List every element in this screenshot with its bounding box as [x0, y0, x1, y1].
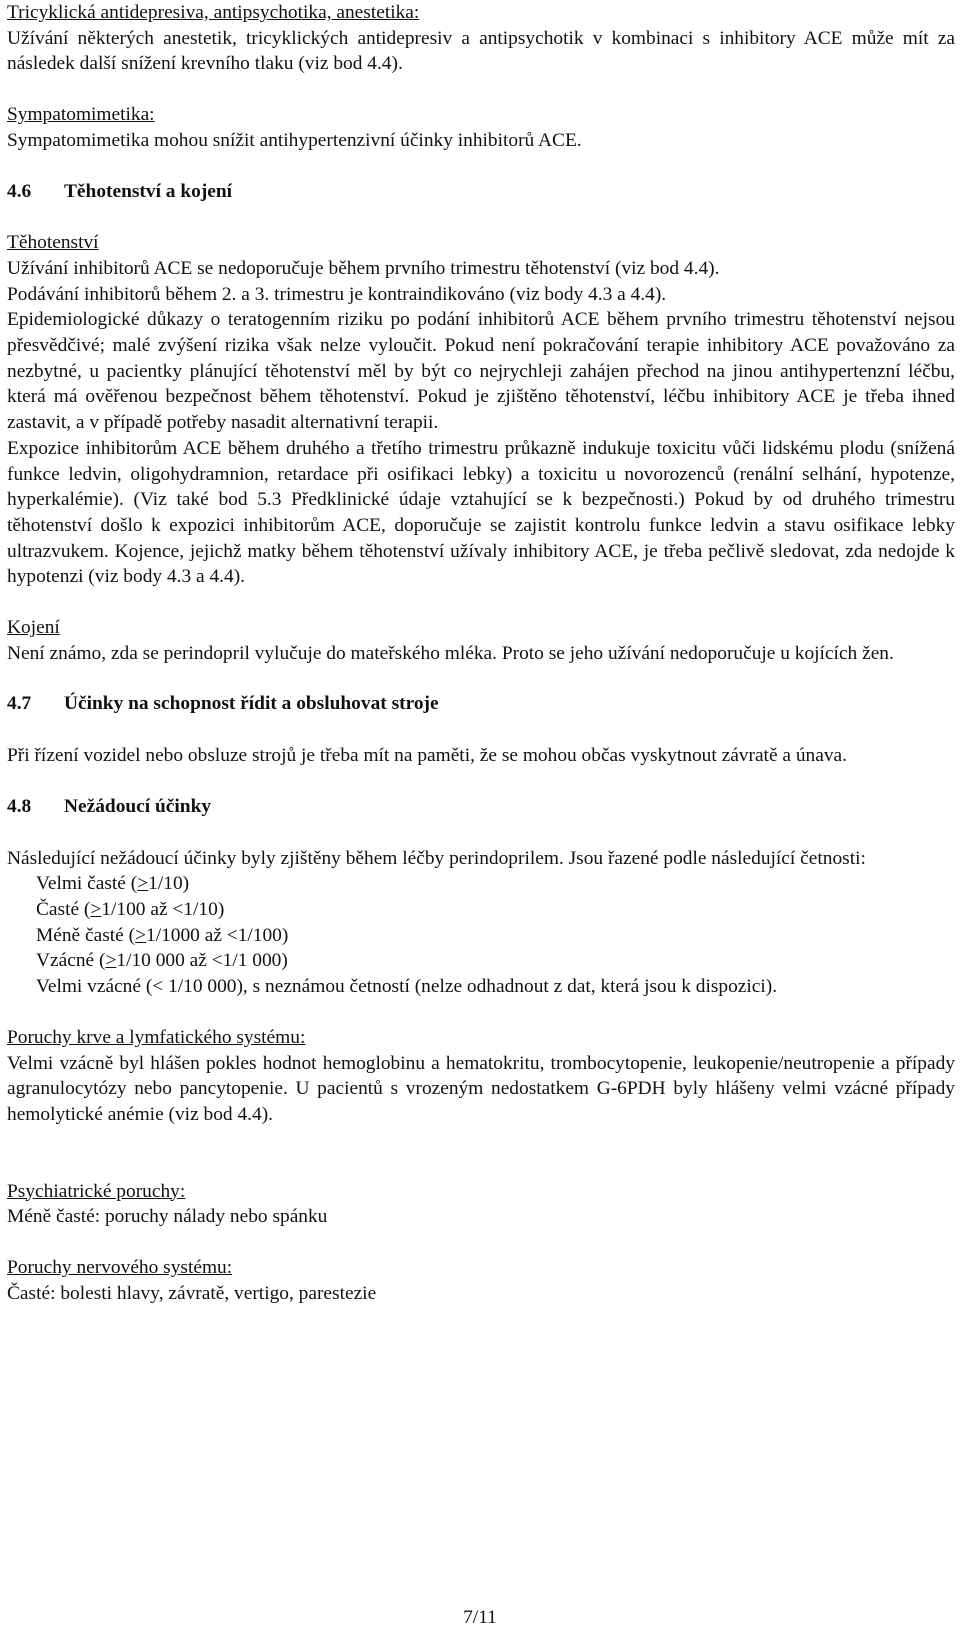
lactation-paragraph: Není známo, zda se perindopril vylučuje do mateřského mléka. Proto se jeho užívání nedoporučuje u kojících žen. [7, 642, 894, 664]
frequency-item-last: Velmi vzácné (< 1/10 000), s neznámou četností (nelze odhadnout z dat, která jsou k dispozici). [36, 976, 778, 998]
pregnancy-paragraph-2: Podávání inhibitorů během 2. a 3. trimestru je kontraindikováno (viz body 4.3 a 4.4). [7, 283, 667, 305]
tca-heading: Tricyklická antidepresiva, antipsychotika, anestetika: [7, 2, 420, 23]
nervous-system-heading: Poruchy nervového systému: [7, 1257, 233, 1279]
nervous-system-paragraph: Časté: bolesti hlavy, závratě, vertigo, parestezie [7, 1282, 377, 1304]
pregnancy-paragraph-3: Epidemiologické důkazy o teratogenním riziku po podání inhibitorů ACE během prvního trimestru těhotenství nejsou přesvědčivé; malé zvýšení rizika však nelze vyloučit. Pokud není pokračování terapie inhibitory ACE považováno za nezbytné, u pacientky plánující těhotenství měl by být co nejrychleji zahájen přechod na jinou antihypertenzní léčbu, která má ověřenou bezpečnost během těhotenství. Pokud je zjištěno těhotenství, léčbu inhibitory ACE je třeba ihned zastavit, a v případě potřeby nasadit alternativní terapii. [7, 309, 955, 434]
psychiatric-disorders-paragraph: Méně časté: poruchy nálady nebo spánku [7, 1206, 328, 1228]
section-title: Těhotenství a kojení [64, 180, 233, 202]
section-title: Účinky na schopnost řídit a obsluhovat stroje [64, 693, 439, 715]
pregnancy-paragraph-1: Užívání inhibitorů ACE se nedoporučuje během prvního trimestru těhotenství (viz bod 4.4). [7, 257, 720, 279]
driving-paragraph: Při řízení vozidel nebo obsluze strojů je třeba mít na paměti, že se mohou občas vyskytnout závratě a únava. [7, 745, 847, 767]
section-title: Nežádoucí účinky [64, 795, 212, 817]
sympathomimetics-heading: Sympatomimetika: [7, 104, 155, 126]
section-number: 4.7 [7, 693, 32, 715]
frequency-item: Časté (>1/100 až <1/10) [36, 898, 225, 920]
page-number: 7/11 [463, 1607, 497, 1628]
adverse-effects-intro: Následující nežádoucí účinky byly zjištěny během léčby perindoprilem. Jsou řazené podle následující četnosti: [7, 847, 866, 869]
section-4-6-heading [7, 179, 955, 205]
section-number: 4.6 [7, 180, 32, 202]
section-4-7-heading [7, 691, 955, 717]
blood-disorders-paragraph: Velmi vzácně byl hlášen pokles hodnot hemoglobinu a hematokritu, trombocytopenie, leukopenie/neutropenie a případy agranulocytózy nebo pancytopenie. U pacientů s vrozeným nedostatkem G-6PDH byly hlášeny velmi vzácné případy hemolytické anémie (viz bod 4.4). [7, 1052, 955, 1125]
psychiatric-disorders-heading: Psychiatrické poruchy: [7, 1180, 186, 1202]
pregnancy-heading: Těhotenství [7, 232, 99, 254]
sympathomimetics-paragraph: Sympatomimetika mohou snížit antihypertenzivní účinky inhibitorů ACE. [7, 129, 582, 151]
pregnancy-paragraph-4: Expozice inhibitorům ACE během druhého a třetího trimestru průkazně indukuje toxicitu vůči lidskému plodu (snížená funkce ledvin, oligohydramnion, retardace při osifikaci lebky) a toxicitu u novorozenců (renální selhání, hypotenze, hyperkalémie). (Viz také bod 5.3 Předklinické údaje vztahující se k bezpečnosti.) Pokud by od druhého trimestru těhotenství došlo k expozici inhibitorům ACE, doporučuje se zajistit kontrolu funkce ledvin a stavu osifikace lebky ultrazvukem. Kojence, jejichž matky během těhotenství užívaly inhibitory ACE, je třeba pečlivě sledovat, zda nedojde k hypotenzi (viz body 4.3 a 4.4). [7, 437, 955, 588]
blood-disorders-heading: Poruchy krve a lymfatického systému: [7, 1026, 306, 1048]
document-page [7, 0, 955, 1306]
lactation-heading: Kojení [7, 617, 60, 639]
tca-paragraph: Užívání některých anestetik, tricyklických antidepresiv a antipsychotik v kombinaci s inhibitory ACE může mít za následek další snížení krevního tlaku (viz bod 4.4). [7, 27, 955, 75]
frequency-item: Vzácné (>1/10 000 až <1/1 000) [36, 950, 288, 972]
frequency-item: Méně časté (>1/1000 až <1/100) [36, 924, 289, 946]
frequency-item: Velmi časté (>1/10) [36, 873, 190, 895]
section-number: 4.8 [7, 795, 32, 817]
section-4-8-heading [7, 794, 955, 820]
